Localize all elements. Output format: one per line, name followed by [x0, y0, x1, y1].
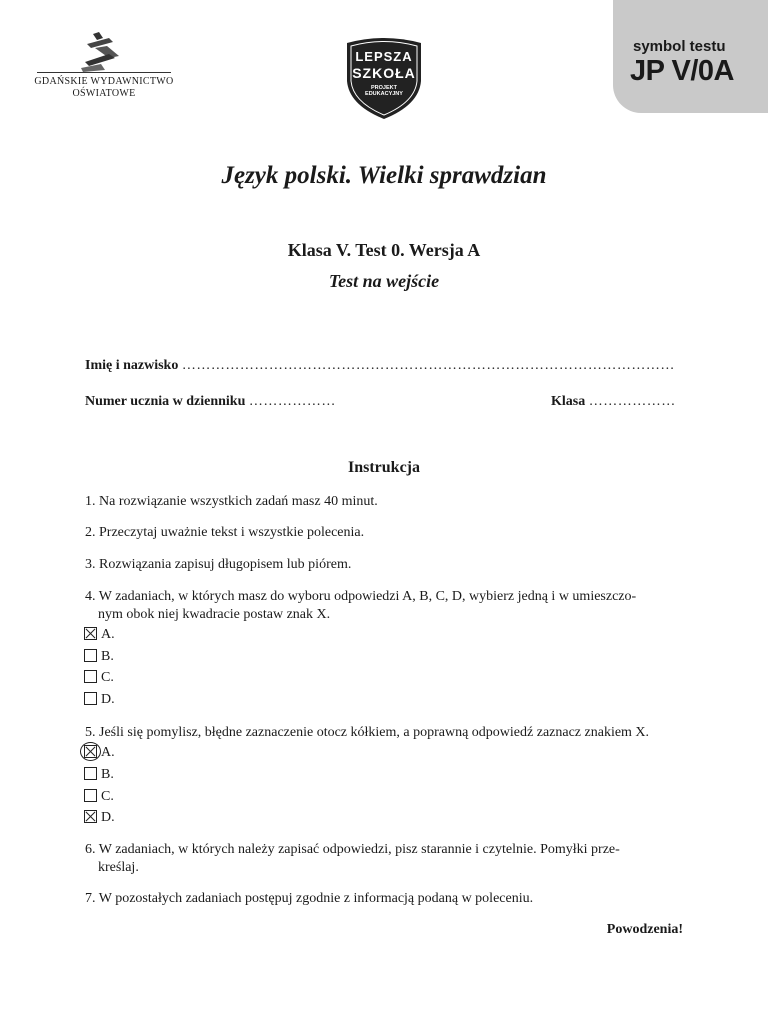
shield-text-line1: LEPSZA: [355, 49, 413, 64]
example2-option-d: D.: [84, 810, 115, 826]
test-subtitle: Klasa V. Test 0. Wersja A: [287, 240, 481, 260]
instruction-7: 7. W pozostałych zadaniach postępuj zgodnie z informacją podaną w poleceniu.: [85, 891, 534, 906]
example1-option-c: C.: [84, 670, 114, 686]
instructions-heading: Instrukcja: [347, 459, 420, 476]
example1-option-d: D.: [84, 692, 115, 708]
empty-box-icon: [84, 649, 97, 662]
checked-box-icon: [84, 627, 97, 640]
instruction-6-line1: 6. W zadaniach, w których należy zapisać odpowiedzi, pisz starannie i czytelnie. Pomyłki prze-: [85, 842, 620, 857]
shield-text-line2: SZKOŁA: [352, 65, 416, 81]
name-label: Imię i nazwisko: [85, 358, 179, 373]
closing-text: Powodzenia!: [606, 922, 683, 937]
circle-mark-icon: [80, 742, 101, 761]
test-symbol-code: JP V/0A: [630, 55, 734, 87]
test-symbol-label: symbol testu: [633, 38, 726, 55]
example2-option-b: B.: [84, 767, 114, 783]
empty-box-icon: [84, 692, 97, 705]
page-title: Język polski. Wielki sprawdzian: [221, 162, 547, 189]
instruction-2: 2. Przeczytaj uważnie tekst i wszystkie polecenia.: [85, 525, 365, 540]
circled-checked-box-icon: [84, 745, 97, 758]
publisher-emblem-icon: [79, 32, 129, 72]
instruction-6: [85, 841, 685, 877]
instruction-3: 3. Rozwiązania zapisuj długopisem lub piórem.: [85, 557, 352, 572]
example1-option-b: B.: [84, 649, 114, 665]
instruction-4-line2: nym obok niej kwadracie postaw znak X.: [98, 607, 331, 622]
instruction-1: 1. Na rozwiązanie wszystkich zadań masz 40 minut.: [85, 494, 378, 509]
publisher-rule: [37, 72, 171, 73]
empty-box-icon: [84, 789, 97, 802]
instruction-4: [85, 588, 685, 624]
publisher-logo: [34, 32, 174, 102]
publisher-name-line2: OŚWIATOWE: [72, 88, 136, 99]
example2-option-a: A.: [84, 745, 115, 761]
instruction-4-line1: 4. W zadaniach, w których masz do wyboru odpowiedzi A, B, C, D, wybierz jedną i w umieszczo-: [85, 589, 637, 604]
class-label: Klasa: [551, 394, 586, 409]
test-type: Test na wejście: [328, 271, 440, 291]
example1-option-a: A.: [84, 627, 115, 643]
checked-box-icon: [84, 810, 97, 823]
class-dots: ………………: [588, 394, 676, 409]
shield-text-line3: PROJEKT EDUKACYJNY: [365, 85, 403, 97]
instruction-6-line2: kreślaj.: [98, 860, 139, 875]
name-field[interactable]: [85, 358, 685, 374]
publisher-name-line1: GDAŃSKIE WYDAWNICTWO: [34, 76, 174, 87]
empty-box-icon: [84, 670, 97, 683]
instruction-5: 5. Jeśli się pomylisz, błędne zaznaczenie otocz kółkiem, a poprawną odpowiedź zaznacz znakiem X.: [85, 725, 650, 740]
test-symbol-box: [613, 0, 768, 113]
student-number-field[interactable]: [85, 394, 336, 410]
student-number-dots: ………………: [248, 394, 336, 409]
name-dots: …………………………………………………………………………………………: [181, 358, 675, 373]
empty-box-icon: [84, 767, 97, 780]
student-number-label: Numer ucznia w dzienniku: [85, 394, 246, 409]
class-field[interactable]: [551, 394, 676, 410]
lepsza-szkola-logo: [343, 35, 425, 121]
example2-option-c: C.: [84, 789, 114, 805]
